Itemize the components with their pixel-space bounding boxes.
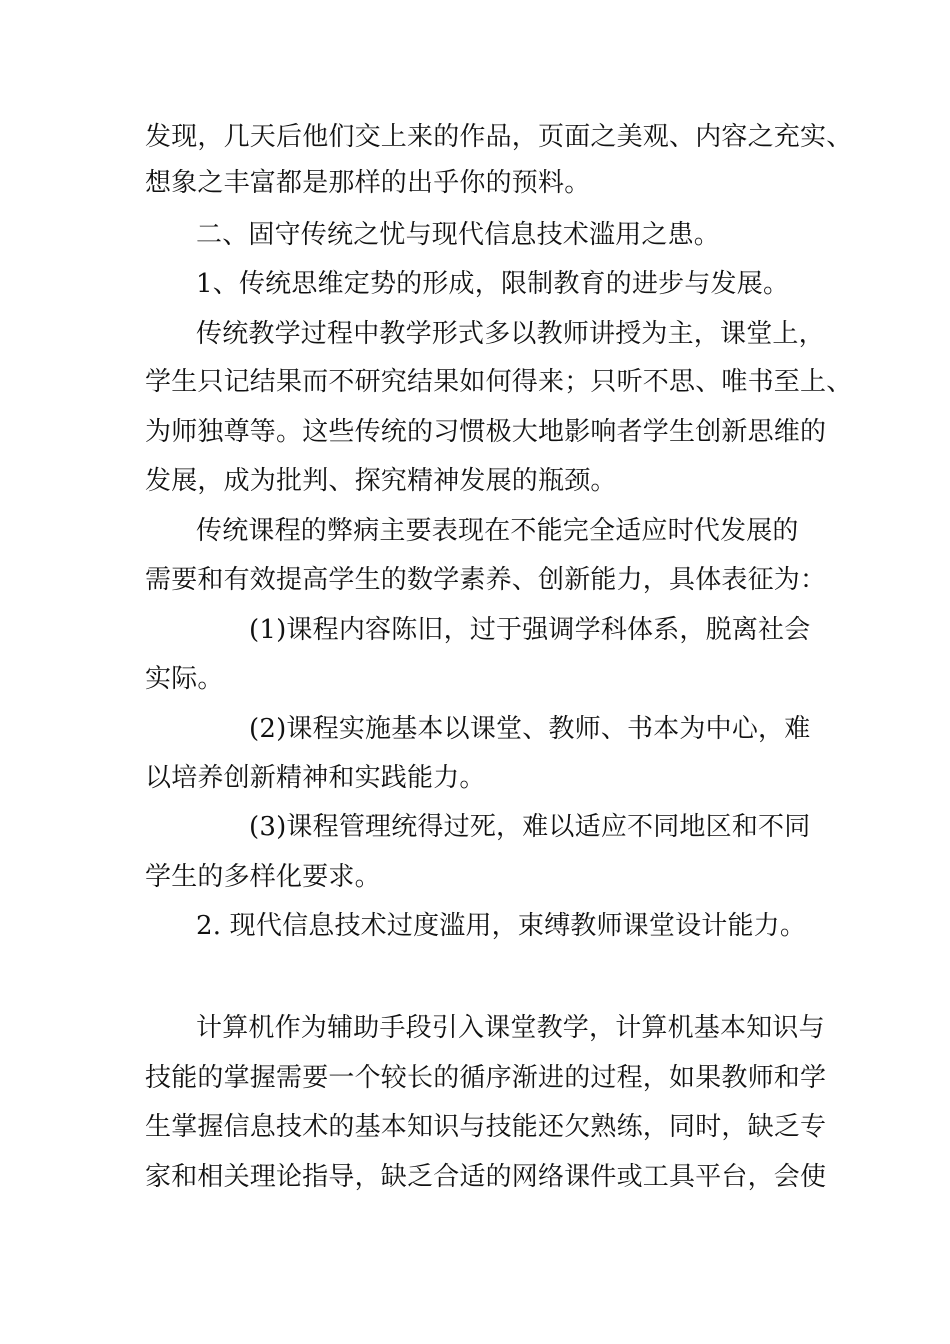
subsection-heading: 2. 现代信息技术过度滥用，束缚教师课堂设计能力。	[196, 911, 807, 941]
text-line: 想象之丰富都是那样的出乎你的预料。	[145, 168, 591, 198]
list-item: (1)课程内容陈旧，过于强调学科体系，脱离社会	[249, 615, 811, 645]
list-item: (3)课程管理统得过死，难以适应不同地区和不同	[249, 812, 811, 842]
subsection-heading: 1、传统思维定势的形成，限制教育的进步与发展。	[196, 269, 790, 299]
text-line: 以培养创新精神和实践能力。	[145, 763, 486, 793]
text-line: 为师独尊等。这些传统的习惯极大地影响者学生创新思维的	[145, 417, 827, 447]
text-line: 需要和有效提高学生的数学素养、创新能力，具体表征为：	[145, 565, 827, 595]
text-line: 实际。	[145, 664, 224, 694]
text-line: 计算机作为辅助手段引入课堂教学，计算机基本知识与	[196, 1013, 825, 1043]
list-item: (2)课程实施基本以课堂、教师、书本为中心，难	[249, 714, 811, 744]
text-line: 技能的掌握需要一个较长的循序渐进的过程，如果教师和学	[145, 1063, 827, 1093]
text-line: 发展，成为批判、探究精神发展的瓶颈。	[145, 466, 617, 496]
text-line: 传统课程的弊病主要表现在不能完全适应时代发展的	[196, 516, 799, 546]
section-heading: 二、固守传统之忧与现代信息技术滥用之患。	[196, 220, 721, 250]
text-line: 学生的多样化要求。	[145, 862, 381, 892]
text-line: 发现，几天后他们交上来的作品，页面之美观、内容之充实、	[145, 122, 853, 152]
text-line: 生掌握信息技术的基本知识与技能还欠熟练，同时，缺乏专	[145, 1112, 827, 1142]
text-line: 传统教学过程中教学形式多以教师讲授为主，课堂上，	[196, 319, 825, 349]
text-line: 学生只记结果而不研究结果如何得来；只听不思、唯书至上、	[145, 367, 853, 397]
text-line: 家和相关理论指导，缺乏合适的网络课件或工具平台，会使	[145, 1162, 827, 1192]
